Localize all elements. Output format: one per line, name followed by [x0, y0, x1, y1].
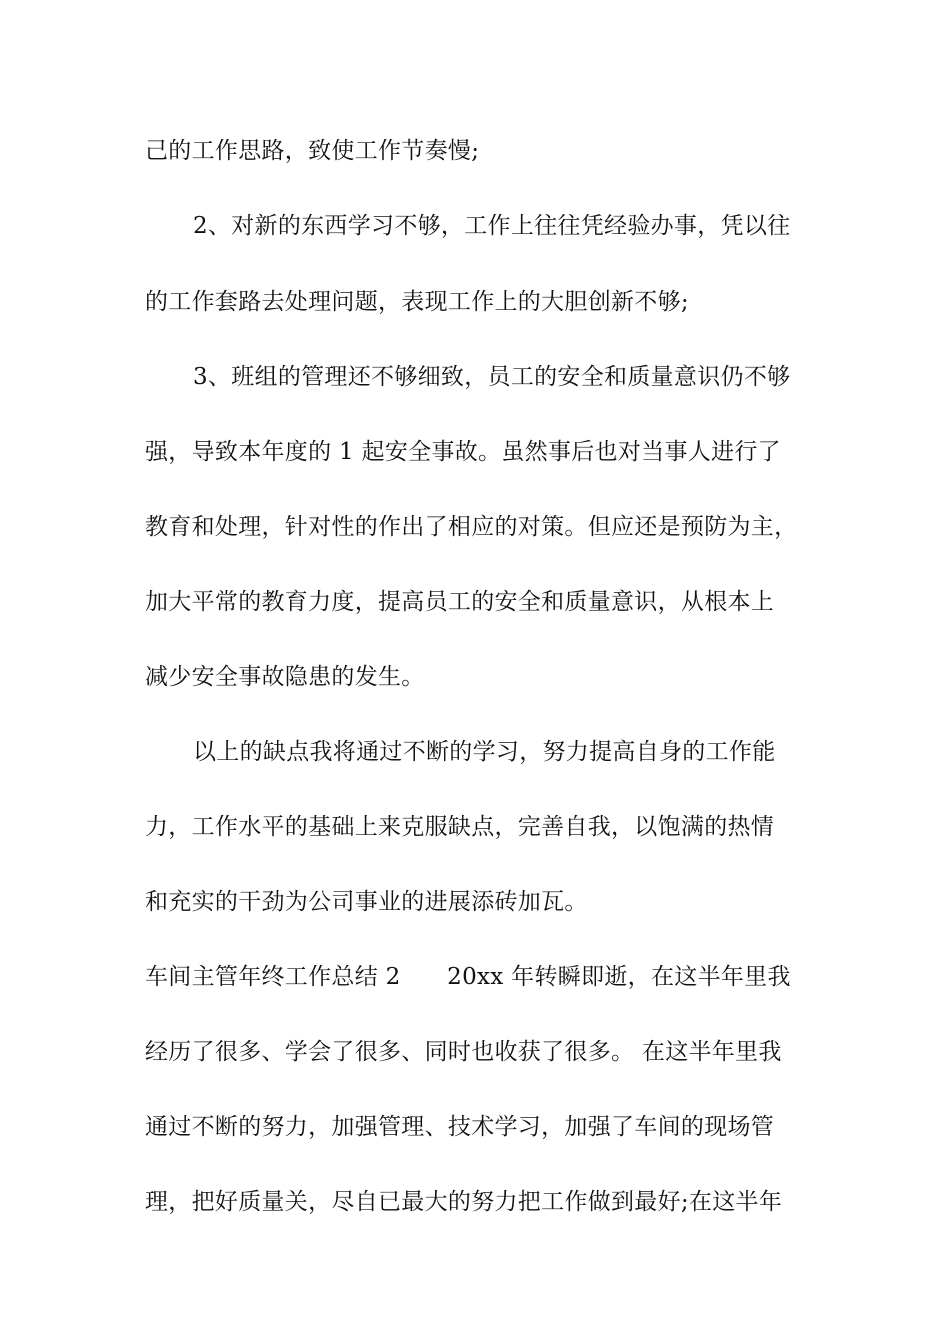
text-line-8: 减少安全事故隐患的发生。	[145, 664, 425, 690]
section-heading-line: 车间主管年终工作总结 2 20xx 年转瞬即逝，在这半年里我	[145, 964, 791, 990]
text-line-10: 力，工作水平的基础上来克服缺点，完善自我，以饱满的热情	[145, 814, 775, 840]
text-line-13: 经历了很多、学会了很多、同时也收获了很多。 在这半年里我	[145, 1039, 782, 1065]
text-line-2: 2、对新的东西学习不够，工作上往往凭经验办事，凭以往	[193, 213, 791, 239]
text-line-7: 加大平常的教育力度，提高员工的安全和质量意识，从根本上	[145, 589, 775, 615]
text-line-11: 和充实的干劲为公司事业的进展添砖加瓦。	[145, 889, 588, 915]
text-line-15: 理，把好质量关，尽自已最大的努力把工作做到最好;在这半年	[145, 1189, 783, 1215]
text-line-1: 己的工作思路，致使工作节奏慢;	[145, 138, 480, 164]
text-line-5: 强，导致本年度的 1 起安全事故。虽然事后也对当事人进行了	[145, 439, 781, 465]
text-line-9: 以上的缺点我将通过不断的学习，努力提高自身的工作能	[193, 739, 776, 765]
text-line-3: 的工作套路去处理问题，表现工作上的大胆创新不够;	[145, 289, 689, 315]
text-line-4: 3、班组的管理还不够细致，员工的安全和质量意识仍不够	[193, 364, 791, 390]
text-line-14: 通过不断的努力，加强管理、技术学习，加强了车间的现场管	[145, 1114, 775, 1140]
text-line-6: 教育和处理，针对性的作出了相应的对策。但应还是预防为主，	[145, 514, 798, 540]
